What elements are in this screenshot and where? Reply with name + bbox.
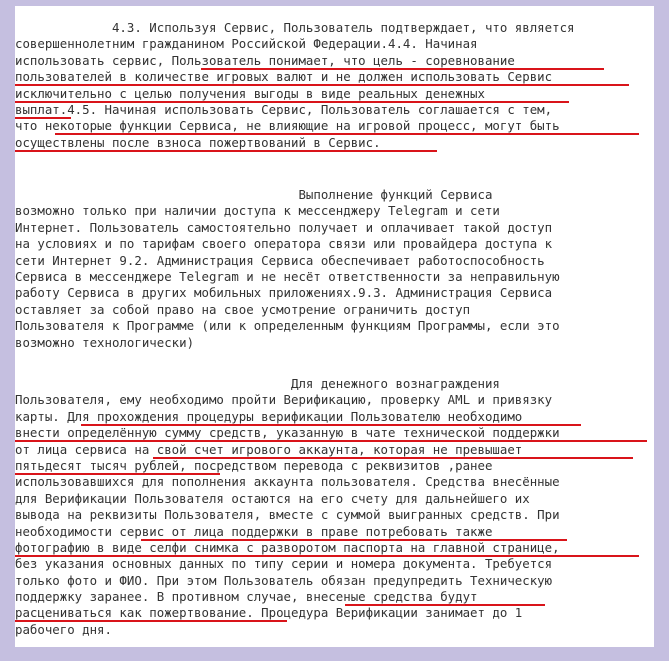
text-line: Выполнение функций Сервиса — [15, 187, 493, 202]
text-line: пятьдесят тысяч рублей, посредством перевода с реквизитов ,ранее — [15, 457, 493, 473]
text-line: Пользователя, ему необходимо пройти Верификацию, проверку AML и привязку — [15, 392, 553, 408]
text-line: выплат.4.5. Начиная использовать Сервис, Пользователь соглашается с тем, — [15, 101, 553, 117]
highlight-underline — [15, 150, 437, 152]
text-line: возможно технологически) — [15, 334, 195, 350]
text-line: осуществлены после взноса пожертвований в Сервис. — [15, 135, 654, 151]
text-line: исключительно с целью получения выгоды в виде реальных денежных — [15, 86, 654, 102]
text-line: вывода на реквизиты Пользователя, вместе с суммой выигранных средств. При — [15, 507, 560, 523]
text-line: для Верификации Пользователя остаются на его счету для дальнейшего их — [15, 490, 530, 506]
text-line: работу Сервиса в других мобильных приложениях.9.3. Администрация Сервиса — [15, 285, 553, 301]
section-9-paragraph — [15, 187, 654, 351]
text-line: от лица сервиса на свой счет игрового аккаунта, которая не превышает — [15, 442, 654, 458]
text-line: на условиях и по тарифам своего оператора связи или провайдера доступа к — [15, 236, 553, 252]
text-line: без указания основных данных по типу серии и номера документа. Требуется — [15, 556, 553, 572]
text-line: Сервиса в мессенджере Telegram и не несёт ответственности за неправильную — [15, 268, 560, 284]
text-line: расцениваться как пожертвование. Процедура Верификации занимает до 1 — [15, 605, 523, 621]
section-4-paragraph — [15, 20, 654, 151]
section-verification-paragraph — [15, 376, 654, 638]
text-line: использовавшихся для пополнения аккаунта пользователя. Средства внесённые — [15, 474, 560, 490]
text-line: Интернет. Пользователь самостоятельно получает и оплачивает такой доступ — [15, 219, 553, 235]
document-page — [15, 6, 654, 647]
text-line: фотографию в виде селфи снимка с разворотом паспорта на главной странице, — [15, 540, 654, 556]
text-line: что некоторые функции Сервиса, не влияющие на игровой процесс, могут быть — [15, 118, 654, 134]
text-line: поддержку заранее. В противном случае, внесеные средства будут — [15, 589, 654, 605]
text-line: возможно только при наличии доступа к мессенджеру Telegram и сети — [15, 203, 500, 219]
text-line: 4.3. Используя Сервис, Пользователь подтверждает, что является — [15, 20, 575, 35]
text-line: сети Интернет 9.2. Администрация Сервиса обеспечивает работоспособность — [15, 252, 545, 268]
text-line: Для денежного вознаграждения — [15, 376, 500, 391]
text-line: Пользователя к Программе (или к определенным функциям Программы, если это — [15, 318, 560, 334]
text-line: карты. Для прохождения процедуры верификации Пользователю необходимо — [15, 409, 654, 425]
text-line: пользователей в количестве игровых валют и не должен использовать Сервис — [15, 69, 654, 85]
text-line: совершеннолетним гражданином Российской Федерации.4.4. Начиная — [15, 36, 478, 52]
text-line: рабочего дня. — [15, 621, 112, 637]
text-line: внести определённую сумму средств, указанную в чате технической поддержки — [15, 425, 654, 441]
text-line: необходимости сервис от лица поддержки в праве потребовать также — [15, 524, 654, 540]
text-line: использовать сервис, Пользователь понимает, что цель - соревнование — [15, 53, 654, 69]
text-line: только фото и ФИО. При этом Пользователь обязан предупредить Техническую — [15, 572, 553, 588]
text-line: оставляет за собой право на свое усмотрение ограничить доступ — [15, 301, 471, 317]
